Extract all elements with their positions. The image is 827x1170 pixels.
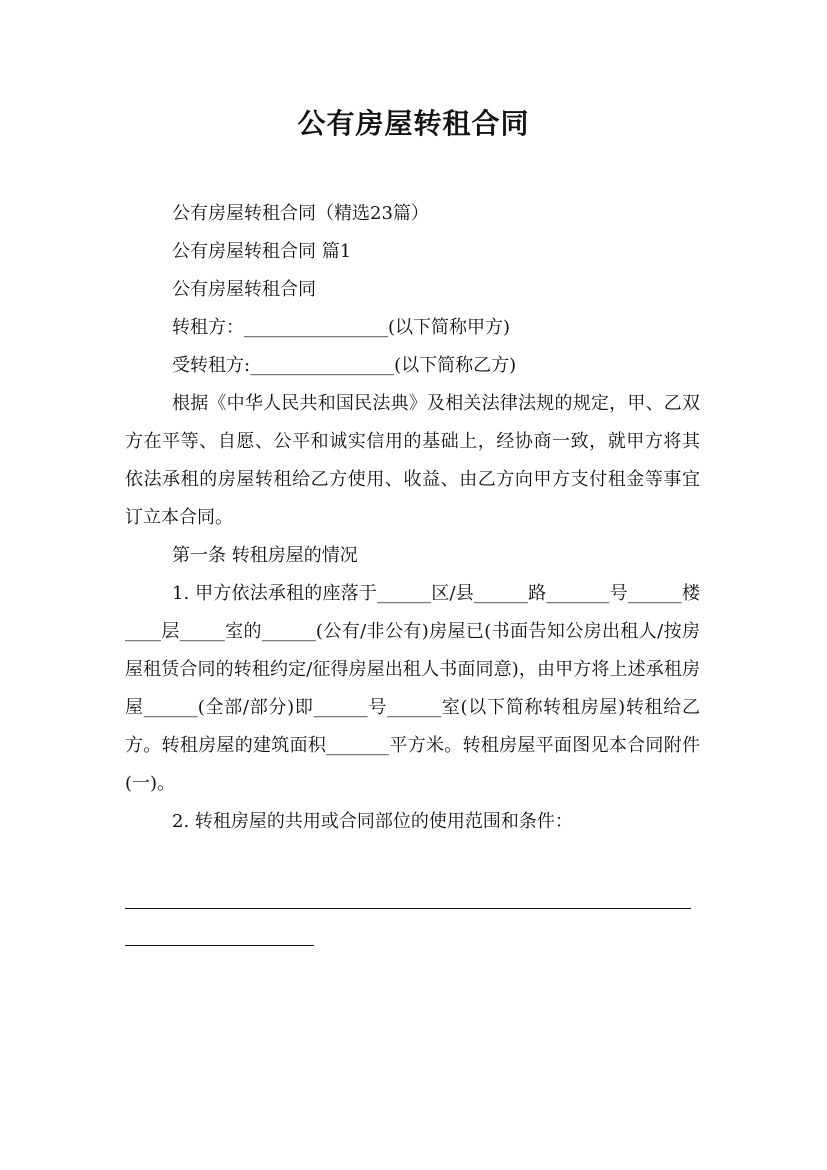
clause-1-paragraph: 1. 甲方依法承租的座落于______区/县______路_______号______楼____层_____室的______(公有/非公有)房屋已(书面告知公房出租人/按房屋租赁合同的转租约定/征得房屋出租人书面同意)，由甲方将上述承租房屋______(全部/部分)即______号______室(以下简称转租房屋)转租给乙方。转租房屋的建筑面积_______平方米。转租房屋平面图见本合同附件(一)。 <box>125 583 700 794</box>
fill-in-blank-line <box>125 908 691 909</box>
contract-name: 公有房屋转租合同 <box>172 279 316 300</box>
party-b-line: 受转租方:________________(以下简称乙方) <box>172 355 517 376</box>
document-title: 公有房屋转租合同 <box>297 107 530 140</box>
subtitle-paragraph: 公有房屋转租合同（精选23篇） <box>172 203 429 224</box>
party-a-line: 转租方：________________(以下简称甲方) <box>172 317 511 338</box>
clause-2-paragraph: 2. 转租房屋的共用或合同部位的使用范围和条件： <box>172 811 573 832</box>
article-one-heading: 第一条 转租房屋的情况 <box>172 545 358 566</box>
fill-in-blank-line-short <box>125 945 314 946</box>
document-body <box>125 195 700 946</box>
section-heading: 公有房屋转租合同 篇1 <box>172 241 352 262</box>
preamble-paragraph: 根据《中华人民共和国民法典》及相关法律法规的规定，甲、乙双方在平等、自愿、公平和诚实信用的基础上，经协商一致，就甲方将其依法承租的房屋转租给乙方使用、收益、由乙方向甲方支付租金等事宜订立本合同。 <box>125 393 700 528</box>
